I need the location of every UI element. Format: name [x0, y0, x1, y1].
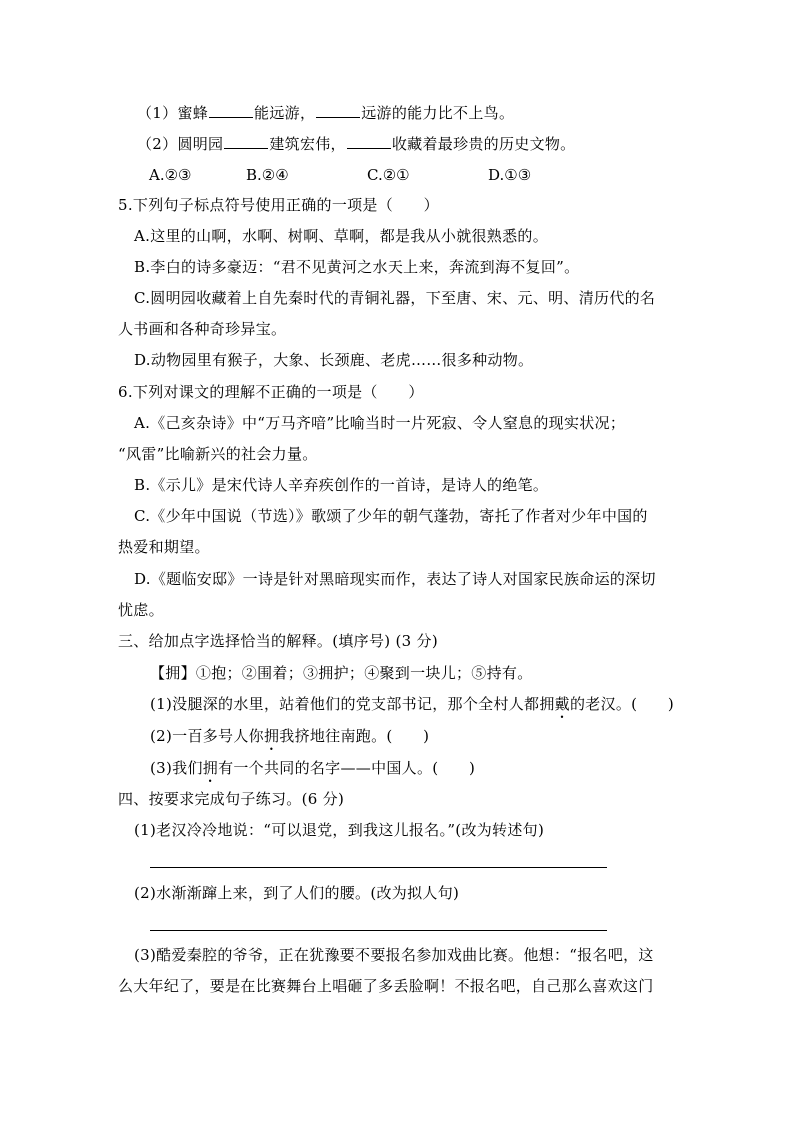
q4-line-2-part-c: 收藏着最珍贵的历史文物。 [391, 135, 576, 153]
q6-option-a-line-2: “风雷”比喻新兴的社会力量。 [118, 445, 318, 463]
section-3-title: 三、给加点字选择恰当的解释。(填序号) (3 分) [118, 632, 438, 650]
q6-stem: 6.下列对课文的理解不正确的一项是（ ） [118, 383, 424, 401]
item-2-text-b[interactable]: 我挤地往南跑。( ) [279, 727, 430, 745]
q6-option-d-line-2: 忧虑。 [118, 601, 164, 619]
q5-option-c-line-2: 人书画和各种奇珍异宝。 [118, 320, 287, 338]
fill-blank[interactable] [316, 103, 360, 118]
fill-blank[interactable] [347, 134, 391, 149]
q4-line-2-part-a: （2）圆明园 [137, 135, 224, 153]
q4-line-1-part-a: （1）蜜蜂 [137, 104, 209, 122]
section-4-title: 四、按要求完成句子练习。(6 分) [118, 790, 345, 808]
q4-line-1-part-c: 远游的能力比不上鸟。 [361, 104, 515, 122]
item-2-text-a: (2)一百多号人你 [150, 727, 264, 745]
q4-line-1 [137, 103, 514, 123]
q5-option-a: A.这里的山啊，水啊、树啊、草啊，都是我从小就很熟悉的。 [134, 227, 549, 245]
q5-stem: 5.下列句子标点符号使用正确的一项是（ ） [118, 196, 439, 214]
item-1-text-a: (1)没腿深的水里，站着他们的党支部书记，那个全村人都拥 [150, 695, 555, 713]
dotted-character: 戴 [554, 695, 570, 713]
q4-line-2-part-b: 建筑宏伟， [269, 135, 346, 153]
fill-blank[interactable] [209, 103, 253, 118]
dotted-character: 拥 [202, 759, 219, 777]
section-3-definitions: 【拥】①抱；②围着；③拥护；④聚到一块儿；⑤持有。 [150, 664, 533, 682]
answer-line-1[interactable] [150, 867, 607, 868]
section-3-item-3 [150, 758, 475, 786]
fill-blank[interactable] [224, 134, 268, 149]
section-4-item-1: (1)老汉冷冷地说：“可以退党，到我这儿报名。”(改为转述句) [134, 821, 545, 839]
q5-option-c-line-1: C.圆明园收藏着上自先秦时代的青铜礼器，下至唐、宋、元、明、清历代的名 [134, 289, 656, 307]
section-4-item-3-line-2: 么大年纪了，要是在比赛舞台上唱砸了多丢脸啊！不报名吧，自己那么喜欢这门 [118, 977, 654, 995]
q5-option-d: D.动物园里有猴子，大象、长颈鹿、老虎……很多种动物。 [134, 351, 534, 369]
dotted-character: 拥 [263, 727, 280, 745]
q4-option-d: D.①③ [488, 166, 532, 184]
section-4-item-2: (2)水渐渐蹿上来，到了人们的腰。(改为拟人句) [134, 884, 460, 902]
q4-line-2 [137, 134, 575, 154]
item-3-text-b[interactable]: 有一个共同的名字——中国人。( ) [218, 759, 476, 777]
q4-option-a: A.②③ [149, 166, 192, 184]
q6-option-a-line-1: A.《己亥杂诗》中“万马齐喑”比喻当时一片死寂、令人窒息的现实状况； [134, 414, 626, 432]
q6-option-c-line-1: C.《少年中国说（节选）》歌颂了少年的朝气蓬勃，寄托了作者对少年中国的 [134, 507, 648, 525]
q4-option-c: C.②① [367, 166, 410, 184]
item-1-text-b[interactable]: 的老汉。( ) [569, 695, 675, 713]
q5-option-b: B.李白的诗多豪迈：“君不见黄河之水天上来，奔流到海不复回”。 [134, 258, 580, 276]
q4-option-b: B.②④ [246, 166, 289, 184]
q6-option-d-line-1: D.《题临安邸》一诗是针对黑暗现实而作，表达了诗人对国家民族命运的深切 [134, 570, 656, 588]
section-3-item-1 [150, 694, 674, 722]
q6-option-b: B.《示儿》是宋代诗人辛弃疾创作的一首诗，是诗人的绝笔。 [134, 476, 549, 494]
section-4-item-3-line-1: (3)酷爱秦腔的爷爷，正在犹豫要不要报名参加戏曲比赛。他想：“报名吧，这 [134, 946, 654, 964]
q4-line-1-part-b: 能远游， [254, 104, 316, 122]
item-3-text-a: (3)我们 [150, 759, 203, 777]
answer-line-2[interactable] [150, 930, 607, 931]
section-3-item-2 [150, 726, 429, 754]
q6-option-c-line-2: 热爱和期望。 [118, 538, 210, 556]
